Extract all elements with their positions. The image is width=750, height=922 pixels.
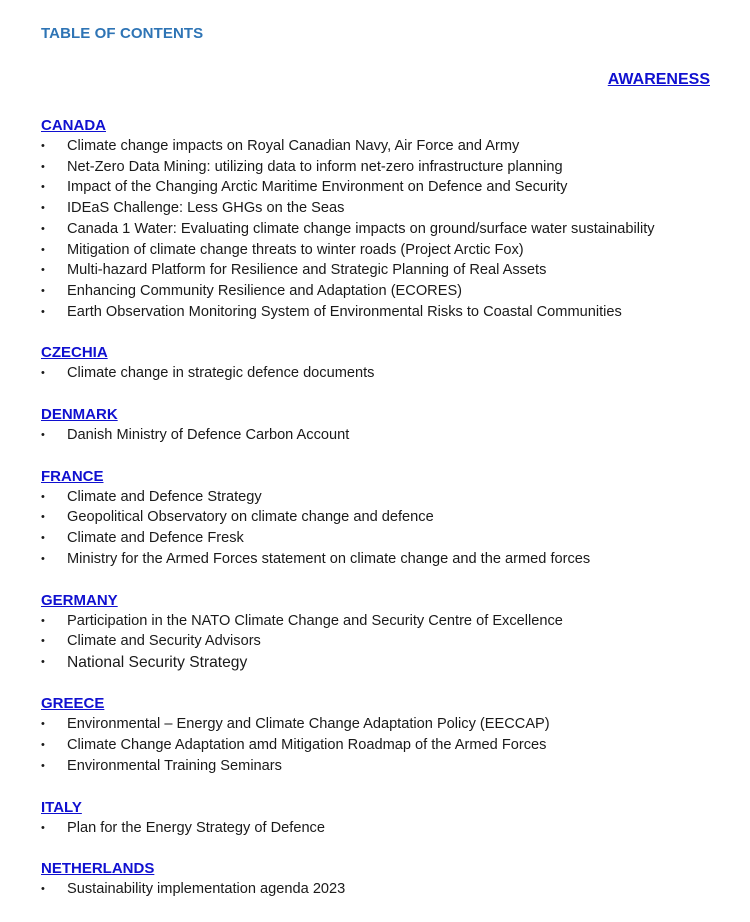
bullet-icon: • bbox=[41, 429, 45, 442]
bullet-icon: • bbox=[41, 552, 45, 565]
toc-item bbox=[41, 157, 721, 178]
toc-item bbox=[41, 879, 721, 900]
bullet-icon: • bbox=[41, 222, 45, 235]
bullet-icon: • bbox=[41, 821, 45, 834]
toc-section-germany bbox=[41, 591, 721, 674]
toc-item-label: Multi-hazard Platform for Resilience and Strategic Planning of Real Assets bbox=[67, 262, 547, 279]
toc-item-label: Impact of the Changing Arctic Maritime Environment on Defence and Security bbox=[67, 179, 568, 196]
bullet-icon: • bbox=[41, 883, 45, 896]
toc-item bbox=[41, 714, 721, 735]
toc-item-list bbox=[41, 611, 721, 674]
toc-item bbox=[41, 240, 721, 261]
toc-item bbox=[41, 363, 721, 384]
toc-section-italy bbox=[41, 798, 721, 839]
toc-item-label: Environmental – Energy and Climate Change Adaptation Policy (EECCAP) bbox=[67, 716, 550, 733]
bullet-icon: • bbox=[41, 202, 45, 215]
toc-item-label: Climate change in strategic defence documents bbox=[67, 365, 375, 382]
country-link[interactable]: GERMANY bbox=[41, 591, 118, 609]
toc-item-list bbox=[41, 136, 721, 322]
toc-item bbox=[41, 136, 721, 157]
toc-item bbox=[41, 198, 721, 219]
toc-item bbox=[41, 756, 721, 777]
toc-item-label: Plan for the Energy Strategy of Defence bbox=[67, 819, 325, 836]
toc-item bbox=[41, 652, 721, 674]
country-link[interactable]: NETHERLANDS bbox=[41, 860, 155, 878]
toc-item-label: Climate change impacts on Royal Canadian Navy, Air Force and Army bbox=[67, 138, 520, 154]
toc-section-greece bbox=[41, 694, 721, 776]
bullet-icon: • bbox=[41, 614, 45, 627]
toc-section-canada bbox=[41, 116, 721, 322]
bullet-icon: • bbox=[41, 305, 45, 318]
toc-item-list bbox=[41, 487, 721, 570]
toc-section-czechia bbox=[41, 343, 721, 384]
toc-item-label: Sustainability implementation agenda 2023 bbox=[67, 881, 346, 898]
toc-item-label: Climate and Defence Strategy bbox=[67, 488, 262, 505]
toc-item bbox=[41, 302, 721, 323]
toc-title: TABLE OF CONTENTS bbox=[41, 25, 204, 42]
country-link[interactable]: CANADA bbox=[41, 117, 106, 134]
bullet-icon: • bbox=[41, 160, 45, 173]
toc-item bbox=[41, 507, 721, 528]
toc-item-label: Earth Observation Monitoring System of Environmental Risks to Coastal Communities bbox=[67, 303, 622, 320]
toc-section-netherlands bbox=[41, 859, 721, 900]
toc-item-list bbox=[41, 818, 721, 839]
toc-item-list bbox=[41, 425, 721, 446]
toc-item-label: Net-Zero Data Mining: utilizing data to inform net-zero infrastructure planning bbox=[67, 158, 563, 175]
bullet-icon: • bbox=[41, 264, 45, 277]
toc-item-label: Geopolitical Observatory on climate change and defence bbox=[67, 509, 434, 526]
bullet-icon: • bbox=[41, 759, 45, 772]
country-link[interactable]: DENMARK bbox=[41, 406, 118, 424]
country-link[interactable]: FRANCE bbox=[41, 467, 104, 485]
toc-item bbox=[41, 487, 721, 508]
bullet-icon: • bbox=[41, 181, 45, 194]
toc-section-france bbox=[41, 467, 721, 570]
toc-item bbox=[41, 528, 721, 549]
toc-item bbox=[41, 425, 721, 446]
toc-item-label: Canada 1 Water: Evaluating climate change impacts on ground/surface water sustainability bbox=[67, 220, 655, 237]
toc-item-label: Enhancing Community Resilience and Adaptation (ECORES) bbox=[67, 282, 463, 299]
toc-item-label: National Security Strategy bbox=[67, 653, 248, 671]
bullet-icon: • bbox=[41, 718, 45, 731]
bullet-icon: • bbox=[41, 739, 45, 752]
toc-item-label: Ministry for the Armed Forces statement on climate change and the armed forces bbox=[67, 550, 591, 567]
country-link[interactable]: ITALY bbox=[41, 798, 82, 816]
toc-item-label: Mitigation of climate change threats to winter roads (Project Arctic Fox) bbox=[67, 241, 524, 258]
toc-item-label: Participation in the NATO Climate Change and Security Centre of Excellence bbox=[67, 612, 563, 629]
toc-item-label: Danish Ministry of Defence Carbon Account bbox=[67, 427, 350, 444]
toc-item-list bbox=[41, 879, 721, 900]
toc-item-label: IDEaS Challenge: Less GHGs on the Seas bbox=[67, 200, 345, 217]
toc-item bbox=[41, 281, 721, 302]
bullet-icon: • bbox=[41, 490, 45, 503]
toc-item bbox=[41, 549, 721, 570]
bullet-icon: • bbox=[41, 511, 45, 524]
toc-item bbox=[41, 631, 721, 652]
toc-item bbox=[41, 177, 721, 198]
toc-item bbox=[41, 219, 721, 240]
toc-item-list bbox=[41, 363, 721, 384]
toc-section-denmark bbox=[41, 405, 721, 446]
toc-item bbox=[41, 260, 721, 281]
bullet-icon: • bbox=[41, 367, 45, 380]
toc-item-label: Environmental Training Seminars bbox=[67, 757, 282, 774]
toc-sections bbox=[41, 116, 721, 921]
toc-item-list bbox=[41, 714, 721, 776]
country-link[interactable]: CZECHIA bbox=[41, 344, 108, 362]
toc-item-label: Climate and Security Advisors bbox=[67, 633, 261, 650]
bullet-icon: • bbox=[41, 655, 45, 668]
toc-item bbox=[41, 818, 721, 839]
bullet-icon: • bbox=[41, 243, 45, 256]
toc-item bbox=[41, 735, 721, 756]
toc-item bbox=[41, 611, 721, 632]
toc-item-label: Climate and Defence Fresk bbox=[67, 530, 244, 547]
awareness-link[interactable]: AWARENESS bbox=[607, 71, 710, 88]
country-link[interactable]: GREECE bbox=[41, 695, 105, 713]
toc-item-label: Climate Change Adaptation amd Mitigation Roadmap of the Armed Forces bbox=[67, 737, 547, 754]
bullet-icon: • bbox=[41, 635, 45, 648]
bullet-icon: • bbox=[41, 284, 45, 297]
bullet-icon: • bbox=[41, 140, 45, 152]
bullet-icon: • bbox=[41, 532, 45, 545]
